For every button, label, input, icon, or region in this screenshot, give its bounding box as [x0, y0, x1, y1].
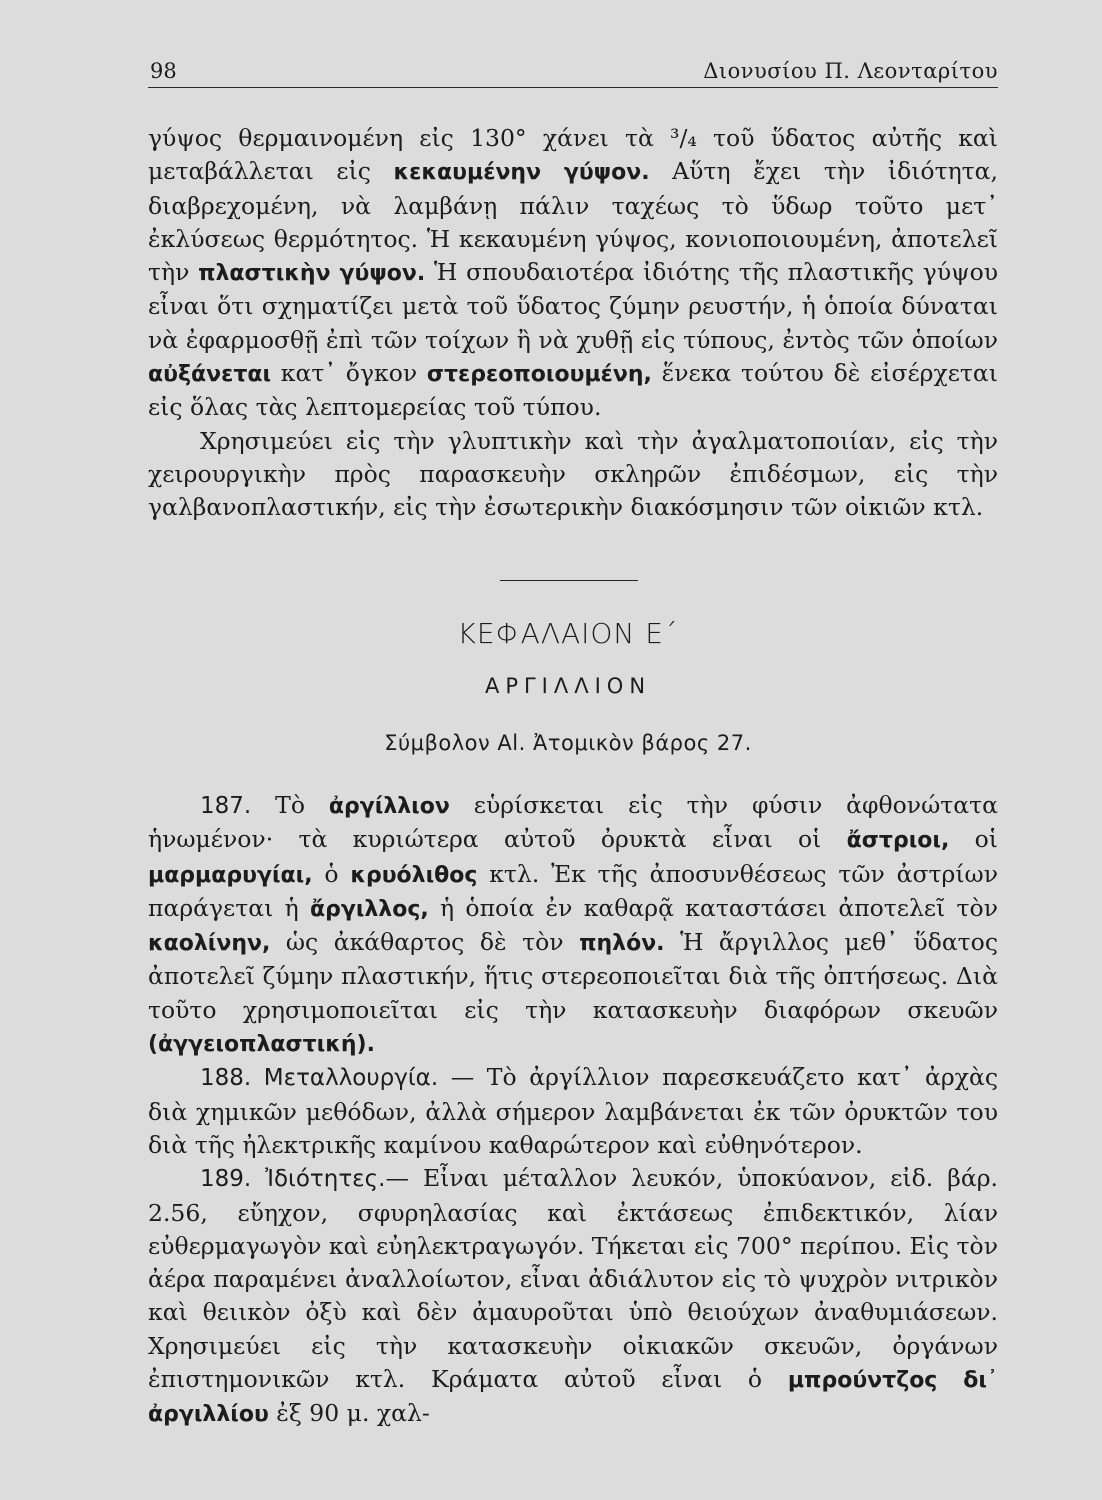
text-block-aluminium [148, 789, 998, 1432]
text-run: — Τὸ ἀργίλλιον παρεσκευάζετο κατ᾽ ἀρχὰς διὰ χημικῶν μεθόδων, ἀλλὰ σήμερον λαμβάνεται ἐκ τῶν ὀρυκτῶν του διὰ τῆς ἠλεκτρικῆς καμίνου καθαρώτερον καὶ εὐθηνότερον. [148, 1063, 998, 1159]
bold-term: κρυόλιθος [350, 862, 478, 888]
text-run: ἕνεκα τούτου δὲ εἰσέρχεται εἰς ὅλας τὰς λεπτομερείας τοῦ τύπου. [148, 359, 998, 422]
text-run: ὁ [312, 859, 351, 888]
paragraph-gypsum [148, 122, 998, 425]
section-number: 188. [200, 1065, 252, 1092]
bold-term: καολίνην, [148, 931, 271, 957]
text-run: ὡς ἀκάθαρτος δὲ τὸν [270, 928, 580, 957]
bold-term: μαρμαρυγίαι, [148, 862, 313, 888]
section-number: 187. [200, 793, 252, 819]
text-run: κτλ. Ἐκ τῆς ἀποσυνθέσεως τῶν ἀστρίων παράγεται ἡ [148, 859, 999, 922]
bold-term: μπρούντζος δι᾽ ἀργιλλίου [148, 1368, 998, 1428]
section-title: Ἰδιότητες. [265, 1166, 386, 1193]
text-run: ἡ ὁποία ἐν καθαρᾷ καταστάσει ἀποτελεῖ τὸν [428, 893, 998, 922]
bold-term: πλαστικὴν γύψον. [198, 261, 426, 287]
text-run: — Εἶναι μέταλλον λευκόν, ὑποκύανον, εἰδ. βάρ. 2.56, εὔηχον, σφυρηλασίας καὶ ἐκτάσεως ἐπιδεκτικόν, λίαν εὐθερμαγωγὸν καὶ εὐηλεκτραγωγόν. Τήκεται εἰς 700° περίπου. Εἰς τὸν ἀέρα παραμένει ἀναλλοίωτον, εἶναι ἀδιάλυτον εἰς τὸ ψυχρὸν νιτρικὸν καὶ θειικὸν ὀξὺ καὶ δὲν ἀμαυροῦται ὑπὸ θειούχων ἀναθυμιάσεων. Χρησιμεύει εἰς τὴν κατασκευὴν οἰκιακῶν σκευῶν, ὀργάνων ἐπιστημονικῶν κτλ. Κράματα αὐτοῦ εἶναι ὁ [148, 1164, 998, 1394]
chapter-title: ΑΡΓΙΛΛΙΟΝ [484, 674, 652, 698]
section-title: Μεταλλουργία. [263, 1065, 439, 1092]
text-run: Τὸ [251, 791, 329, 819]
bold-term: ἄστριοι, [846, 828, 950, 854]
text-run: ἐξ 90 μ. χαλ- [268, 1399, 430, 1428]
text-block-gypsum [148, 122, 998, 525]
bold-term: κεκαυμένην γύψον. [393, 160, 650, 186]
section-188 [148, 1061, 998, 1162]
chapter-heading: ΚΕΦΑΛΑΙΟΝ Ε΄ [457, 617, 679, 650]
bold-term: (ἀγγειοπλαστική). [148, 1032, 375, 1058]
section-187 [148, 789, 998, 1061]
bold-term: ἄργιλλος, [309, 896, 429, 922]
bold-term: πηλόν. [579, 931, 665, 957]
text-run: Αὕτη ἔχει τὴν ἰδιότητα, διαβρεχομένη, νὰ λαμβάνῃ πάλιν ταχέως τὸ ὕδωρ τοῦτο μετ᾽ ἐκλύσεως θερμότητος. Ἡ κεκαυμένη γύψος, κονιοποιουμένη, ἀποτελεῖ τὴν [148, 157, 999, 287]
text-run: κατ᾽ ὄγκον [271, 359, 427, 388]
section-number: 189. [200, 1166, 252, 1193]
section-189 [148, 1162, 998, 1431]
text-run: γύψος θερμαινομένη εἰς 130° χάνει τὰ ³/₄ τοῦ ὕδατος αὐτῆς καὶ μεταβάλλεται εἰς [148, 124, 998, 186]
text-run: Ἡ σπουδαιοτέρα ἰδιότης τῆς πλαστικῆς γύψου εἶναι ὅτι σχηματίζει μετὰ τοῦ ὕδατος ζύμην ρευστήν, ἡ ὁποία δύναται νὰ ἐφαρμοσθῇ ἐπὶ τῶν τοίχων ἢ νὰ χυθῇ εἰς τύπους, ἐντὸς τῶν ὁποίων [148, 258, 999, 354]
section-divider [500, 580, 638, 581]
running-title: Διονυσίου Π. Λεονταρίτου [703, 59, 998, 83]
bold-term: στερεοποιουμένη, [426, 362, 652, 388]
page-number: 98 [150, 59, 177, 83]
chapter-subtitle: Σύμβολον Al. Ἀτομικὸν βάρος 27. [384, 731, 752, 755]
text-run: οἱ [949, 825, 998, 854]
text-run: εὑρίσκεται εἰς τὴν φύσιν ἀφθονώτατα ἡνωμένον· τὰ κυριώτερα αὐτοῦ ὀρυκτὰ εἶναι οἱ [148, 791, 998, 854]
paragraph-uses: Χρησιμεύει εἰς τὴν γλυπτικὴν καὶ τὴν ἀγαλματοποιίαν, εἰς τὴν χειρουργικὴν πρὸς παρασκευὴν σκληρῶν ἐπιδέσμων, εἰς τὴν γαλβανοπλαστικήν, εἰς τὴν ἐσωτερικὴν διακόσμησιν τῶν οἰκιῶν κτλ. [148, 426, 998, 522]
text-run: Ἡ ἄργιλλος μεθ᾽ ὕδατος ἀποτελεῖ ζύμην πλαστικήν, ἥτις στερεοποιεῖται διὰ τῆς ὀπτήσεως. Διὰ τοῦτο χρησιμοποιεῖται εἰς τὴν κατασκευὴν διαφόρων σκευῶν [148, 928, 998, 1024]
bold-term: ἀργίλλιον [328, 794, 450, 819]
page-header [148, 55, 998, 88]
bold-term: αὐξάνεται [148, 362, 272, 388]
